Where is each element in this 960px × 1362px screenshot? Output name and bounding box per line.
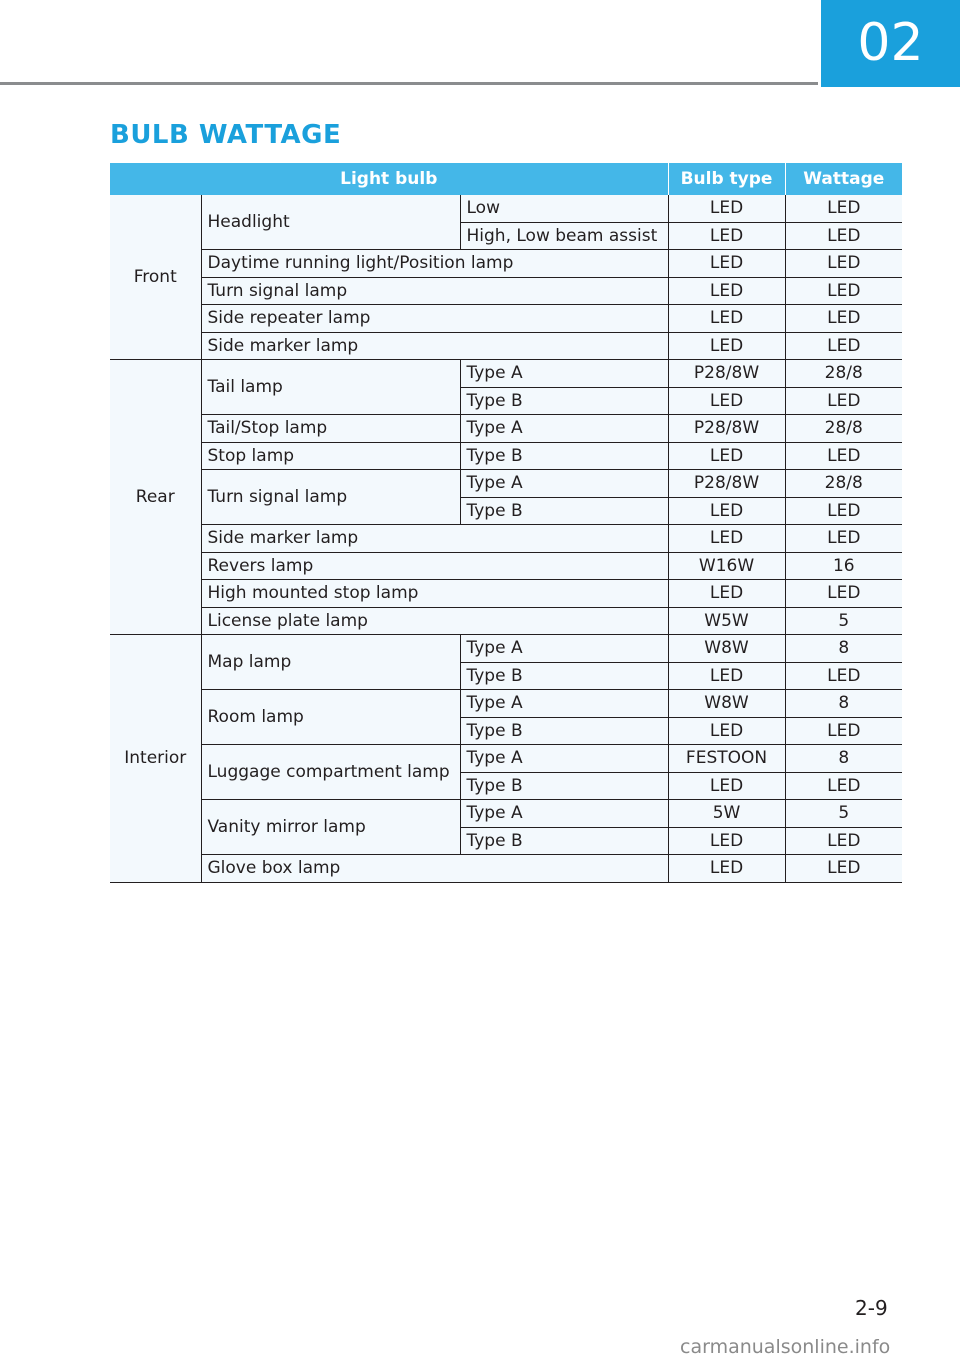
lamp-variant: Type B [460, 717, 668, 745]
wattage-cell: LED [785, 442, 902, 470]
bulb-type-cell: LED [668, 277, 785, 305]
lamp-name: Side marker lamp [201, 332, 668, 360]
wattage-cell: 8 [785, 690, 902, 718]
lamp-name: Luggage compartment lamp [201, 745, 460, 800]
wattage-cell: LED [785, 195, 902, 222]
chapter-tab: 02 [821, 0, 960, 87]
bulb-type-cell: FESTOON [668, 745, 785, 773]
bulb-type-cell: 5W [668, 800, 785, 828]
wattage-cell: LED [785, 717, 902, 745]
lamp-name: Side repeater lamp [201, 305, 668, 333]
bulb-type-cell: LED [668, 387, 785, 415]
lamp-variant: Type A [460, 800, 668, 828]
wattage-cell: LED [785, 772, 902, 800]
bulb-type-cell: W5W [668, 607, 785, 635]
table-row [110, 250, 902, 278]
bulb-type-cell: W8W [668, 635, 785, 663]
table-row [110, 552, 902, 580]
group-rear: Rear [110, 360, 201, 635]
bulb-type-cell: LED [668, 525, 785, 553]
wattage-cell: LED [785, 580, 902, 608]
lamp-name: Headlight [201, 195, 460, 250]
bulb-type-cell: P28/8W [668, 470, 785, 498]
lamp-name: Tail/Stop lamp [201, 415, 460, 443]
group-interior: Interior [110, 635, 201, 883]
table-row [110, 635, 902, 663]
bulb-type-cell: P28/8W [668, 360, 785, 388]
wattage-cell: LED [785, 525, 902, 553]
bulb-type-cell: LED [668, 827, 785, 855]
lamp-variant: Low [460, 195, 668, 222]
lamp-name: Turn signal lamp [201, 470, 460, 525]
bulb-type-cell: LED [668, 717, 785, 745]
wattage-cell: LED [785, 497, 902, 525]
header-wattage: Wattage [785, 163, 902, 195]
table-row [110, 800, 902, 828]
table-row [110, 470, 902, 498]
lamp-name: Turn signal lamp [201, 277, 668, 305]
table-row [110, 305, 902, 333]
bulb-type-cell: LED [668, 662, 785, 690]
wattage-cell: LED [785, 827, 902, 855]
table-row [110, 442, 902, 470]
table-row [110, 690, 902, 718]
lamp-name: Map lamp [201, 635, 460, 690]
wattage-cell: 5 [785, 607, 902, 635]
lamp-name: Stop lamp [201, 442, 460, 470]
table-row [110, 195, 902, 222]
lamp-name: Tail lamp [201, 360, 460, 415]
table-row [110, 580, 902, 608]
lamp-name: Glove box lamp [201, 855, 668, 883]
page-number: 2-9 [855, 1296, 888, 1320]
table-row [110, 855, 902, 883]
lamp-variant: Type B [460, 827, 668, 855]
lamp-name: Room lamp [201, 690, 460, 745]
table-row [110, 745, 902, 773]
group-front: Front [110, 195, 201, 360]
bulb-type-cell: LED [668, 250, 785, 278]
lamp-variant: Type A [460, 690, 668, 718]
bulb-type-cell: LED [668, 305, 785, 333]
lamp-name: License plate lamp [201, 607, 668, 635]
wattage-cell: LED [785, 277, 902, 305]
lamp-name: Revers lamp [201, 552, 668, 580]
table-row [110, 415, 902, 443]
bulb-type-cell: LED [668, 772, 785, 800]
bulb-type-cell: LED [668, 855, 785, 883]
wattage-cell: LED [785, 662, 902, 690]
wattage-cell: 8 [785, 635, 902, 663]
lamp-variant: Type B [460, 772, 668, 800]
lamp-name: Side marker lamp [201, 525, 668, 553]
wattage-cell: LED [785, 855, 902, 883]
table-row [110, 277, 902, 305]
lamp-variant: Type A [460, 470, 668, 498]
table-row [110, 332, 902, 360]
lamp-variant: Type B [460, 387, 668, 415]
wattage-cell: LED [785, 332, 902, 360]
bulb-type-cell: LED [668, 332, 785, 360]
bulb-type-cell: LED [668, 222, 785, 250]
wattage-cell: LED [785, 305, 902, 333]
lamp-variant: Type B [460, 442, 668, 470]
table-header-row [110, 163, 902, 195]
lamp-variant: Type A [460, 745, 668, 773]
table-row [110, 525, 902, 553]
lamp-variant: High, Low beam assist [460, 222, 668, 250]
bulb-type-cell: LED [668, 442, 785, 470]
lamp-variant: Type A [460, 360, 668, 388]
wattage-cell: LED [785, 387, 902, 415]
bulb-type-cell: LED [668, 580, 785, 608]
wattage-cell: 8 [785, 745, 902, 773]
wattage-cell: LED [785, 222, 902, 250]
section-title: BULB WATTAGE [110, 120, 342, 150]
table-row [110, 607, 902, 635]
watermark-text: carmanualsonline.info [680, 1336, 891, 1358]
top-rule [0, 82, 818, 85]
bulb-type-cell: LED [668, 497, 785, 525]
table-row [110, 360, 902, 388]
lamp-variant: Type A [460, 415, 668, 443]
lamp-variant: Type B [460, 662, 668, 690]
wattage-cell: LED [785, 250, 902, 278]
wattage-cell: 5 [785, 800, 902, 828]
lamp-name: High mounted stop lamp [201, 580, 668, 608]
wattage-cell: 16 [785, 552, 902, 580]
header-light-bulb: Light bulb [110, 163, 668, 195]
header-bulb-type: Bulb type [668, 163, 785, 195]
lamp-name: Daytime running light/Position lamp [201, 250, 668, 278]
bulb-wattage-table [110, 163, 902, 883]
bulb-type-cell: W8W [668, 690, 785, 718]
bulb-type-cell: W16W [668, 552, 785, 580]
bulb-type-cell: P28/8W [668, 415, 785, 443]
lamp-variant: Type A [460, 635, 668, 663]
lamp-variant: Type B [460, 497, 668, 525]
wattage-cell: 28/8 [785, 415, 902, 443]
wattage-cell: 28/8 [785, 360, 902, 388]
bulb-type-cell: LED [668, 195, 785, 222]
lamp-name: Vanity mirror lamp [201, 800, 460, 855]
wattage-cell: 28/8 [785, 470, 902, 498]
